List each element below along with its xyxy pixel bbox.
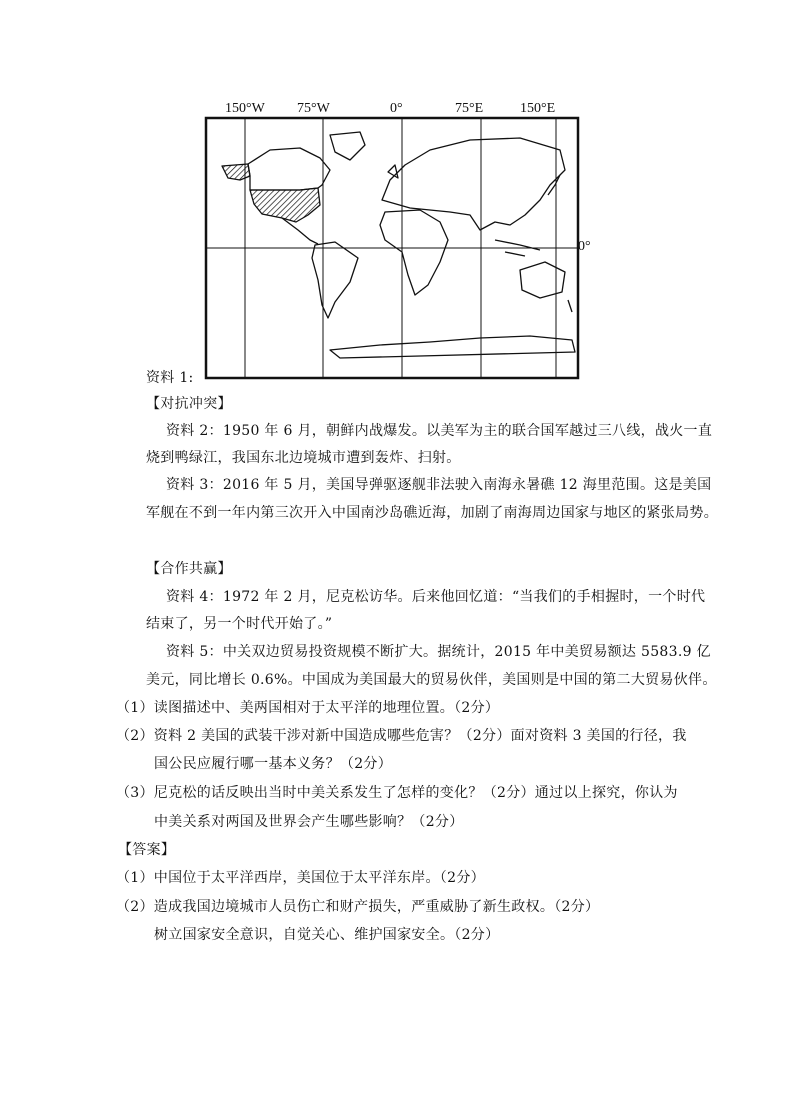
- material-5-line-2: 美元，同比增长 0.6%。中国成为美国最大的贸易伙伴，美国则是中国的第二大贸易伙伴。: [146, 672, 717, 688]
- question-3-line-1: （3）尼克松的话反映出当时中美关系发生了怎样的变化？（2分）通过以上探究，你认为: [116, 785, 678, 801]
- continents: [222, 132, 575, 358]
- lon-label-0: 0°: [390, 101, 403, 116]
- question-1: （1）读图描述中、美两国相对于太平洋的地理位置。（2分）: [116, 700, 500, 716]
- question-2-line-2: 国公民应履行哪一基本义务？（2分）: [154, 756, 393, 772]
- australia: [520, 262, 565, 298]
- usa: [250, 188, 320, 222]
- material-1-label: 资料 1:: [146, 370, 194, 386]
- world-map: [195, 95, 595, 385]
- material-3-line-1: 资料 3：2016 年 5 月，美国导弹驱逐舰非法驶入南海永暑礁 12 海里范围。这是美国: [166, 477, 712, 493]
- graticule: [206, 118, 578, 378]
- material-5-line-1: 资料 5：中关双边贸易投资规模不断扩大。据统计，2015 年中美贸易额达 5583.9 亿: [166, 644, 711, 660]
- alaska: [222, 164, 250, 180]
- section-heading-conflict: 【对抗冲突】: [146, 396, 232, 412]
- answer-2-line-2: 树立国家安全意识，自觉关心、维护国家安全。（2分）: [154, 927, 500, 943]
- material-2-line-1: 资料 2：1950 年 6 月，朝鲜内战爆发。以美军为主的联合国军越过三八线，战火一直: [166, 423, 713, 439]
- greenland: [330, 132, 365, 160]
- new-zealand: [568, 300, 572, 312]
- answer-2-line-1: （2）造成我国边境城市人员伤亡和财产损失，严重威胁了新生政权。（2分）: [116, 899, 600, 915]
- lon-label-150w: 150°W: [225, 101, 265, 116]
- lon-label-150e: 150°E: [520, 101, 556, 116]
- material-2-line-2: 烧到鸭绿江，我国东北边境城市遭到轰炸、扫射。: [146, 450, 461, 466]
- south-america: [312, 242, 358, 318]
- section-heading-cooperation: 【合作共赢】: [146, 561, 232, 577]
- canada: [248, 148, 330, 190]
- material-3-line-2: 军舰在不到一年内第三次开入中国南沙岛礁近海，加剧了南海周边国家与地区的紧张局势。: [146, 505, 718, 521]
- question-3-line-2: 中美关系对两国及世界会产生哪些影响？（2分）: [154, 814, 464, 830]
- europe-asia: [382, 138, 565, 230]
- answer-1: （1）中国位于太平洋西岸，美国位于太平洋东岸。（2分）: [116, 870, 485, 886]
- lon-label-75w: 75°W: [297, 101, 330, 116]
- equator-label: 0°: [578, 239, 591, 254]
- antarctica: [330, 336, 575, 358]
- material-4-line-1: 资料 4：1972 年 2 月，尼克松访华。后来他回忆道：“当我们的手相握时，一个时代: [166, 589, 706, 605]
- uk: [388, 165, 398, 178]
- answer-heading: 【答案】: [118, 842, 176, 858]
- africa: [380, 210, 448, 295]
- lon-label-75e: 75°E: [455, 101, 484, 116]
- material-4-line-2: 结束了，另一个时代开始了。”: [146, 616, 333, 632]
- question-2-line-1: （2）资料 2 美国的武装干涉对新中国造成哪些危害？（2分）面对资料 3 美国的行径，我: [116, 728, 687, 744]
- central-america: [282, 218, 318, 244]
